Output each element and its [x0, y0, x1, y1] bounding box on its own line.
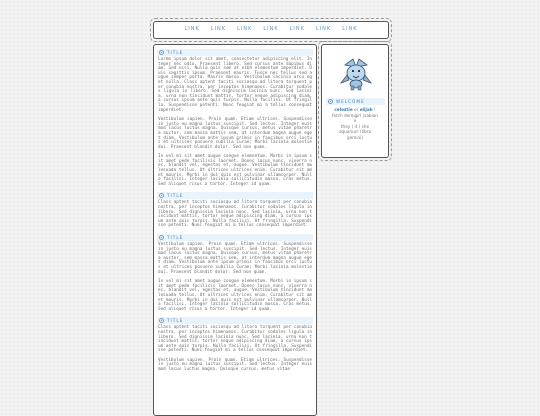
section-title-bar: [157, 234, 313, 241]
paragraph: Lorem ipsum dolor sit amet, consectetur adipiscing elit. Integer nec odio. Praesent libero. Sed cursus ante dapibus diam. Sed nisi. Nulla quis sem at nibh elementum imperdiet. Duis sagittis ipsum. Praesent mauris. Fusce nec tellus sed augue semper porta. Mauris massa. Vestibulum lacinia arcu eget nulla. Class aptent taciti sociosqu ad litora torquent per conubia nostra, per inceptos himenaeos. Curabitur sodales ligula in libero. Sed dignissim lacinia nunc. Sed lacinia, urna non tincidunt mattis, tortor neque adipiscing diam, a cursus ipsum ante quis turpis. Nulla facilisi. Ut fringilla. Suspendisse potenti. Nunc feugiat mi a tellus consequat imperdiet.: [158, 57, 312, 113]
paragraph: Vestibulum sapien. Proin quam. Etiam ultrices. Suspendisse in justo eu magna luctus suscipit. Sed lectus. Integer euismod lacus luctus magna. Quisque cursus, metus vitae: [158, 357, 312, 373]
section-title: TITLE: [167, 318, 184, 324]
name-link[interactable]: celestie: [334, 107, 353, 112]
connector-text: or: [354, 107, 359, 112]
paragraph: In vel mi sit amet augue congue elementum. Morbi in ipsum sit amet pede facilisis laoreet. Donec lacus nunc, viverra nec, blandit vel, egestas et, augue. Vestibulum tincidunt malesuada tellus. Ut ultrices ultrices enim. Curabitur sit amet mauris. Morbi in dui quis est pulvinar ullamcorper. Nulla facilisi. Integer lacinia sollicitudin massa. Cras metus. Sed aliquet risus a tortor. Integer id quam.: [158, 279, 312, 312]
welcome-text: [325, 107, 385, 141]
paragraph: Class aptent taciti sociosqu ad litora torquent per conubia nostra, per inceptos himenaeos. Curabitur sodales ligula in libero. Sed dignissim lacinia nunc. Sed lacinia, urna non tincidunt mattis, tortor neque adipiscing diam, a cursus ipsum ante quis turpis. Nulla facilisi. Ut fringilla. Suspendisse potenti. Nunc feugiat mi a tellus consequat imperdiet.: [158, 325, 312, 354]
avatar-pixel-art: [339, 53, 373, 93]
nav-link-6[interactable]: LINK: [315, 26, 332, 32]
nav-link-2[interactable]: LINK: [210, 26, 227, 32]
nav-links: [154, 26, 388, 32]
section-title-bar: [157, 192, 313, 199]
nav-link-3[interactable]: LINK: [237, 26, 253, 32]
paragraph: In vel mi sit amet augue congue elementum. Morbi in ipsum sit amet pede facilisis laoreet. Donec lacus nunc, viverra nec, blandit vel, egestas et, augue. Vestibulum tincidunt malesuada tellus. Ut ultrices ultrices enim. Curabitur sit amet mauris. Morbi in dui quis est pulvinar ullamcorper. Nulla facilisi. Integer lacinia sollicitudin massa. Cras metus. Sed aliquet risus a tortor. Integer id quam.: [158, 154, 312, 187]
welcome-line-2: fetch demigirl (sabian: [332, 112, 378, 118]
welcome-line-4: they ( it ) she: [340, 123, 370, 129]
bang: !: [373, 107, 376, 112]
nav-link-5[interactable]: LINK: [289, 26, 305, 32]
sidebar: [321, 44, 389, 158]
paragraph: Vestibulum sapien. Proin quam. Etiam ultrices. Suspendisse in justo eu magna luctus suscipit. Sed lectus. Integer euismod lacus luctus magna. Quisque cursus, metus vitae pharetra auctor, sem massa mattis sem, at interdum magna augue eget diam. Vestibulum ante ipsum primis in faucibus orci luctus et ultrices posuere cubilia Curae; Morbi lacinia molestie dui. Praesent blandit dolor. Sed non quam.: [158, 117, 312, 150]
nav-link-4[interactable]: LINK: [263, 26, 279, 32]
nav-link-7[interactable]: LINK: [342, 26, 358, 32]
section-title-bar: [157, 317, 313, 324]
nickname-link[interactable]: elijah: [359, 107, 373, 112]
nav-bar: [153, 21, 389, 39]
title-bullet-icon: [159, 193, 164, 198]
title-bullet-icon: [159, 235, 164, 240]
paragraph: Class aptent taciti sociosqu ad litora torquent per conubia nostra, per inceptos himenaeos. Curabitur sodales ligula in libero. Sed dignissim lacinia nunc. Sed lacinia, urna non tincidunt mattis, tortor neque adipiscing diam, a cursus ipsum ante quis turpis. Nulla facilisi. Ut fringilla. Suspendisse potenti. Nunc feugiat mi a tellus consequat imperdiet.: [158, 200, 312, 229]
welcome-line-5: aquarius! (libra: [338, 129, 372, 135]
main-content[interactable]: [153, 44, 317, 416]
title-bullet-icon: [159, 318, 164, 323]
welcome-title-bar: [326, 98, 385, 105]
welcome-line-6: gemini): [347, 134, 363, 140]
paragraph: Vestibulum sapien. Proin quam. Etiam ultrices. Suspendisse in justo eu magna luctus suscipit. Sed lectus. Integer euismod lacus luctus magna. Quisque cursus, metus vitae pharetra auctor, sem massa mattis sem, at interdum magna augue eget diam. Vestibulum ante ipsum primis in faucibus orci luctus et ultrices posuere cubilia Curae; Morbi lacinia molestie dui. Praesent blandit dolor. Sed non quam.: [158, 242, 312, 275]
section-title: TITLE: [167, 193, 184, 199]
title-bullet-icon: [159, 50, 164, 55]
section-title: TITLE: [167, 235, 184, 240]
section-title-bar: [157, 49, 313, 56]
welcome-title: WELCOME: [336, 99, 365, 104]
nav-link-1[interactable]: LINK: [184, 26, 200, 32]
welcome-line-3: e: [353, 118, 357, 124]
section-title: TITLE: [167, 50, 184, 55]
title-bullet-icon: [328, 99, 333, 104]
